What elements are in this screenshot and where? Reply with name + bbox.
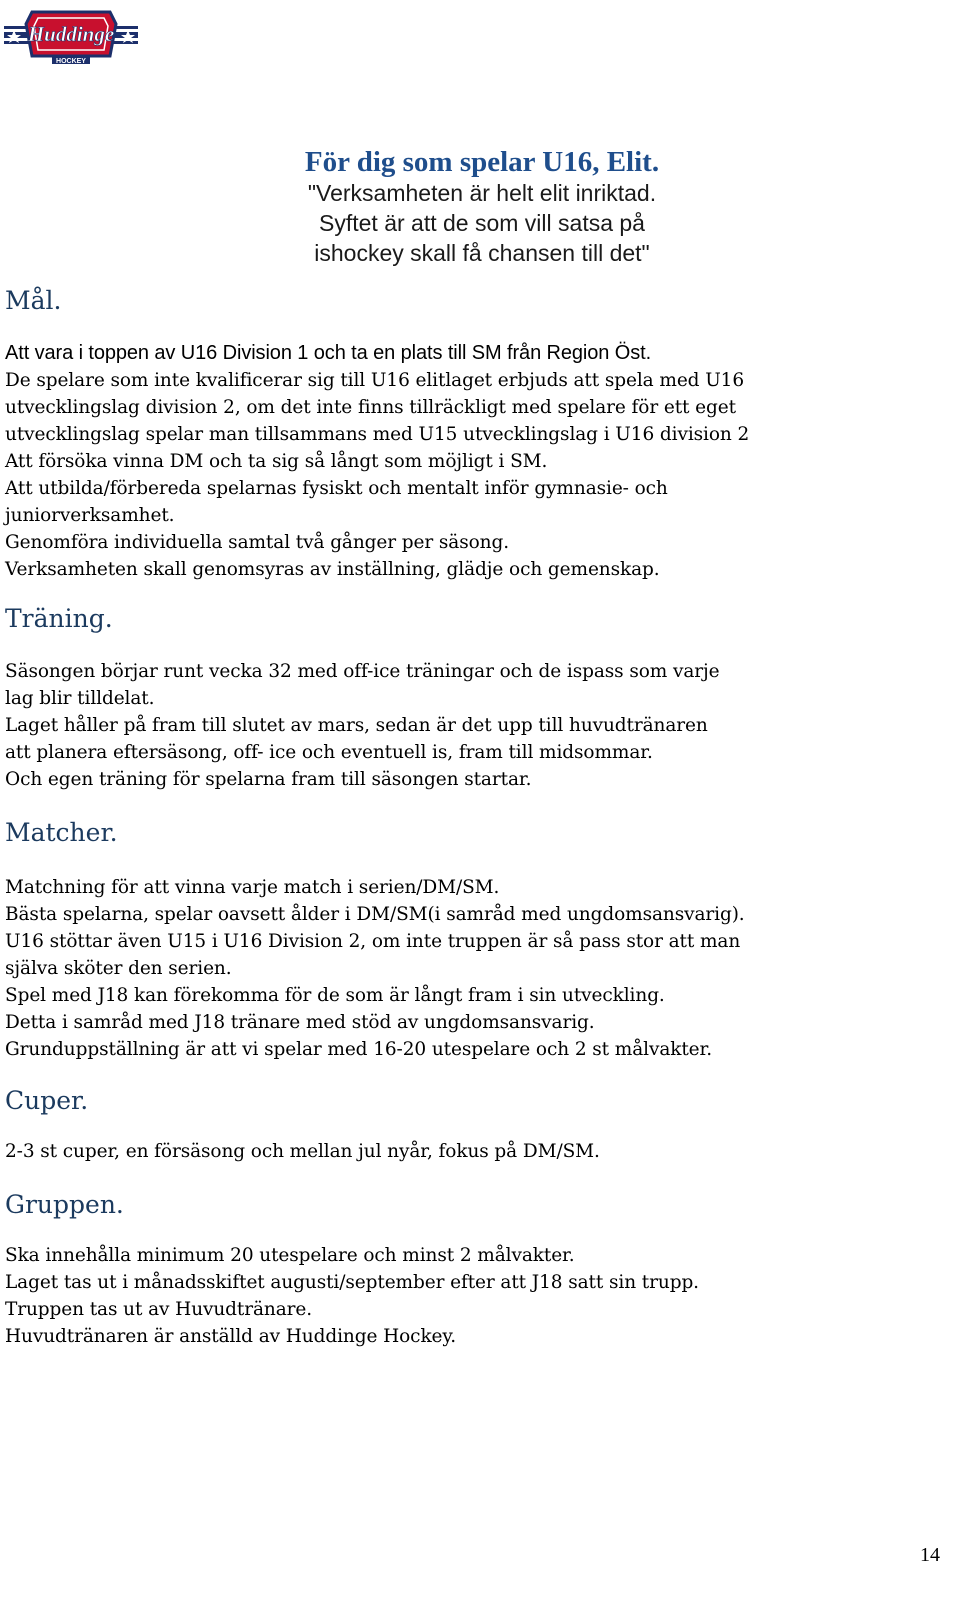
mal-line: Att utbilda/förbereda spelarnas fysiskt och mentalt inför gymnasie- och	[5, 478, 668, 499]
section-heading-gruppen: Gruppen.	[5, 1190, 124, 1219]
matcher-line: Matchning för att vinna varje match i serien/DM/SM.	[5, 877, 500, 898]
section-heading-traning: Träning.	[5, 604, 113, 633]
mal-line: Verksamheten skall genomsyras av inställning, glädje och gemenskap.	[5, 559, 660, 580]
page-number: 14	[920, 1544, 940, 1566]
intro-title: För dig som spelar U16, Elit.	[304, 146, 660, 178]
gruppen-line: Ska innehålla minimum 20 utespelare och minst 2 målvakter.	[5, 1245, 575, 1266]
matcher-line: Bästa spelarna, spelar oavsett ålder i DM/SM(i samråd med ungdomsansvarig).	[5, 904, 745, 925]
section-body-cuper	[5, 1138, 940, 1165]
logo-main-text: Huddinge	[27, 22, 115, 46]
cuper-line: 2-3 st cuper, en försäsong och mellan jul nyår, fokus på DM/SM.	[5, 1141, 600, 1162]
logo-graphic	[4, 4, 138, 66]
section-heading-mal: Mål.	[5, 286, 62, 315]
matcher-line: Spel med J18 kan förekomma för de som är långt fram i sin utveckling.	[5, 985, 665, 1006]
section-heading-matcher: Matcher.	[5, 818, 118, 847]
matcher-line: Grunduppställning är att vi spelar med 16-20 utespelare och 2 st målvakter.	[5, 1039, 713, 1060]
mal-line: Genomföra individuella samtal två gånger per säsong.	[5, 532, 510, 553]
gruppen-line: Truppen tas ut av Huvudtränare.	[5, 1299, 313, 1320]
intro-quote-line-1: "Verksamheten är helt elit inriktad.	[307, 180, 657, 206]
traning-line: att planera eftersäsong, off- ice och eventuell is, fram till midsommar.	[5, 742, 653, 763]
matcher-line: själva sköter den serien.	[5, 958, 232, 979]
mal-line: juniorverksamhet.	[5, 505, 175, 526]
intro-quote-line-3: ishockey skall få chansen till det"	[314, 240, 650, 266]
gruppen-line: Huvudtränaren är anställd av Huddinge Hockey.	[5, 1326, 457, 1347]
traning-line: Och egen träning för spelarna fram till säsongen startar.	[5, 769, 532, 790]
section-body-gruppen	[5, 1242, 940, 1350]
mal-line: utvecklingslag spelar man tillsammans med U15 utvecklingslag i U16 division 2	[5, 424, 750, 445]
section-heading-cuper: Cuper.	[5, 1086, 89, 1115]
traning-line: Säsongen börjar runt vecka 32 med off-ice träningar och de ispass som varje	[5, 661, 720, 682]
huddinge-hockey-logo	[4, 4, 138, 66]
mal-line: Att försöka vinna DM och ta sig så långt som möjligt i SM.	[5, 451, 548, 472]
matcher-line: U16 stöttar även U15 i U16 Division 2, om inte truppen är så pass stor att man	[5, 931, 741, 952]
section-body-mal	[5, 340, 940, 583]
section-body-matcher	[5, 874, 940, 1063]
matcher-line: Detta i samråd med J18 tränare med stöd av ungdomsansvarig.	[5, 1012, 595, 1033]
mal-line: De spelare som inte kvalificerar sig till U16 elitlaget erbjuds att spela med U16	[5, 370, 745, 391]
intro-quote-line-2: Syftet är att de som vill satsa på	[319, 210, 645, 236]
traning-line: Laget håller på fram till slutet av mars, sedan är det upp till huvudtränaren	[5, 715, 708, 736]
section-body-traning	[5, 658, 940, 793]
traning-line: lag blir tilldelat.	[5, 688, 155, 709]
gruppen-line: Laget tas ut i månadsskiftet augusti/september efter att J18 satt sin trupp.	[5, 1272, 699, 1293]
intro-block	[222, 146, 742, 268]
mal-line: utvecklingslag division 2, om det inte finns tillräckligt med spelare för ett eget	[5, 397, 736, 418]
mal-line: Att vara i toppen av U16 Division 1 och ta en plats till SM från Region Öst.	[5, 342, 652, 364]
logo-sub-text: HOCKEY	[56, 58, 86, 65]
